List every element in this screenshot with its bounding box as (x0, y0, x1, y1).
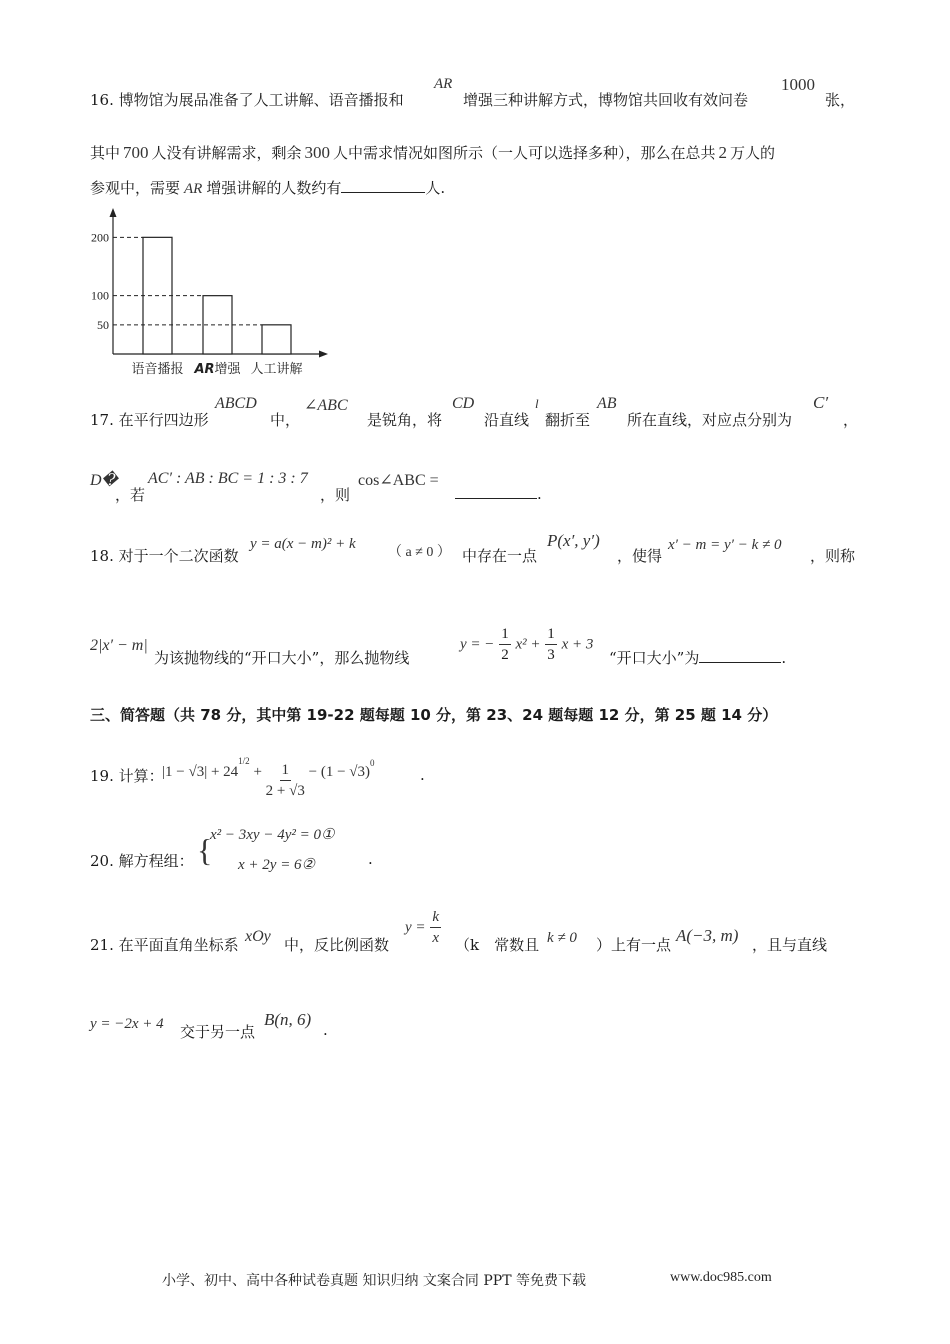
q20-text: 解方程组： (118, 852, 194, 870)
angle-label: ∠ABC (304, 397, 348, 414)
point-d-prime: D� (90, 472, 118, 489)
footer-text: 小学、初中、高中各种试卷真题 知识归纳 文案合同 PPT 等免费下载 (162, 1273, 586, 1289)
q16-text: 万人的 (730, 144, 776, 162)
q21-text-4: ）上有一点 (596, 936, 672, 954)
numerator: 1 (499, 624, 511, 645)
q18-line1 (90, 545, 239, 566)
q16-text: 人中需求情况如图所示（一人可以选择多种），那么在总共 (333, 144, 716, 162)
total-count: 2 (718, 143, 728, 162)
fraction (266, 760, 305, 801)
q16-text: 其中 (90, 144, 121, 162)
k-nonzero: k ≠ 0 (547, 930, 577, 946)
coordinate-system: xOy (245, 928, 271, 945)
need-count: 300 (304, 143, 331, 162)
q21-text-5: ，且与直线 (752, 936, 828, 954)
exponent: 1/2 (238, 755, 250, 766)
q16-text-2: 增强三种讲解方式，博物馆共回收有效问卷 (463, 91, 749, 109)
questionnaire-count: 1000 (781, 75, 815, 94)
q18-text-5: 为该抛物线的“开口大小”，那么抛物线 (154, 649, 410, 667)
q21-text-6: 交于另一点 (180, 1023, 256, 1041)
exponent: 0 (370, 757, 375, 768)
point-p: P(x′, y′) (547, 531, 600, 550)
parabola-expression (460, 624, 593, 665)
q18-text: 对于一个二次函数 (118, 547, 239, 565)
q17-text-3: 是锐角，将 (367, 411, 443, 429)
parabola-y: y = − (460, 636, 495, 653)
q18-text-4: ，则称 (810, 547, 856, 565)
line-equation: y = −2x + 4 (90, 1016, 164, 1032)
parabola-tail: x + 3 (561, 636, 594, 653)
cos-expression: cos∠ABC = (358, 472, 439, 489)
q21-text-7: . (323, 1021, 328, 1039)
q21-text-3: （k 常数且 (455, 936, 540, 954)
q21-text-2: 中，反比例函数 (284, 936, 390, 954)
q16-line3 (90, 177, 445, 198)
condition: （ a ≠ 0 ） (388, 545, 451, 560)
ar-label: AR (184, 181, 203, 197)
q19-text: 计算： (118, 767, 164, 785)
q19-label (90, 765, 164, 786)
footer-url[interactable]: www.doc985.com (670, 1270, 772, 1285)
q17-answer (455, 484, 542, 503)
question-number: 21. (90, 936, 114, 954)
point-a: A(−3, m) (676, 926, 739, 945)
q16-line2 (90, 142, 775, 163)
q16-text: 增强讲解的人数约有 (206, 179, 342, 197)
q21-line1 (90, 934, 239, 955)
category-label-2: AR增强 (194, 362, 241, 377)
system-brace: { (197, 832, 213, 868)
equation-2: x + 2y = 6② (238, 857, 316, 873)
q19-expression (162, 752, 375, 799)
q17-line2 (90, 470, 118, 490)
opening-expression: 2|x′ − m| (90, 637, 148, 654)
x-axis-arrow (319, 351, 328, 358)
category-label-3: 人工讲解 (250, 362, 303, 377)
no-need-count: 700 (123, 143, 149, 162)
bar-3 (262, 325, 291, 354)
quadratic-function: y = a(x − m)² + k (250, 536, 356, 552)
q16-text: 参观中，需要 (90, 179, 181, 197)
question-number: 16. (90, 91, 114, 109)
y-tick-label-2: 100 (91, 288, 109, 303)
expr-part: − (1 − √3) (308, 763, 371, 780)
segment-cd: CD (452, 395, 475, 412)
q16-line1 (90, 89, 404, 110)
numerator: k (430, 907, 441, 928)
q17-text-5: 翻折至 (545, 411, 591, 429)
section-heading: 三、简答题（共 78 分，其中第 19-22 题每题 10 分，第 23、24 题每题 12 分，第 25 题 14 分） (90, 706, 778, 724)
q18-text-3: ，使得 (617, 547, 663, 565)
q19-period: . (420, 766, 425, 784)
ratio-condition: AC′ : AB : BC = 1 : 3 : 7 (148, 470, 308, 487)
plus-sign: + (253, 763, 262, 780)
denominator: x (432, 930, 439, 946)
fraction-third (545, 624, 557, 665)
y-axis-arrow (110, 208, 117, 217)
question-number: 18. (90, 547, 114, 565)
q17-text-7: ， (843, 411, 859, 429)
line-l: l (535, 396, 539, 411)
q18-answer (609, 647, 786, 668)
q17-text-8: ，若 (115, 486, 146, 504)
demand-bar-chart (80, 200, 340, 390)
y-tick-label-3: 50 (97, 317, 109, 332)
q16-text-3: 张， (825, 91, 856, 109)
question-number: 20. (90, 852, 114, 870)
y-tick-label-1: 200 (91, 230, 109, 245)
q17-text-2: 中， (270, 411, 301, 429)
q17-text-6: 所在直线，对应点分别为 (627, 411, 793, 429)
q16-text: 人. (425, 179, 446, 197)
q17-text-4: 沿直线 (484, 411, 530, 429)
numerator: 1 (545, 624, 557, 645)
q21-text: 在平面直角坐标系 (118, 936, 239, 954)
question-number: 19. (90, 767, 114, 785)
equality-condition: x′ − m = y′ − k ≠ 0 (668, 537, 782, 553)
denominator: 2 (501, 647, 509, 663)
answer-blank[interactable] (341, 178, 425, 193)
numerator: 1 (280, 760, 292, 781)
fraction-half (499, 624, 511, 665)
q20-label (90, 850, 194, 871)
q18-text: “开口大小”为 (609, 649, 700, 667)
equation-1: x² − 3xy − 4y² = 0① (210, 827, 335, 843)
question-number: 17. (90, 411, 114, 429)
category-label-1: 语音播报 (131, 362, 184, 377)
expr-part: |1 − √3| + 24 (162, 763, 239, 780)
segment-ab: AB (597, 395, 617, 412)
parallelogram-label: ABCD (215, 395, 257, 412)
q16-text: 博物馆为展品准备了人工讲解、语音播报和 (118, 91, 404, 109)
point-b: B(n, 6) (264, 1010, 312, 1029)
q18-text: . (781, 649, 787, 667)
q18-text-2: 中存在一点 (462, 547, 538, 565)
q16-text: 人没有讲解需求，剩余 (151, 144, 302, 162)
q17-text-9: ，则 (320, 486, 351, 504)
func-y: y = (405, 919, 426, 936)
answer-blank[interactable] (699, 648, 781, 663)
q17-text: 在平行四边形 (118, 411, 209, 429)
inverse-function (405, 907, 441, 948)
k-over-x (430, 907, 441, 948)
denominator: 2 + √3 (265, 783, 305, 799)
denominator: 3 (547, 647, 555, 663)
point-c-prime: C′ (813, 393, 829, 412)
ar-label: AR (434, 76, 453, 92)
answer-blank[interactable] (455, 484, 537, 499)
q17-text: . (537, 485, 542, 503)
parabola-mid: x² + (515, 636, 541, 653)
q17-line1 (90, 409, 209, 430)
q20-period: . (368, 850, 373, 868)
